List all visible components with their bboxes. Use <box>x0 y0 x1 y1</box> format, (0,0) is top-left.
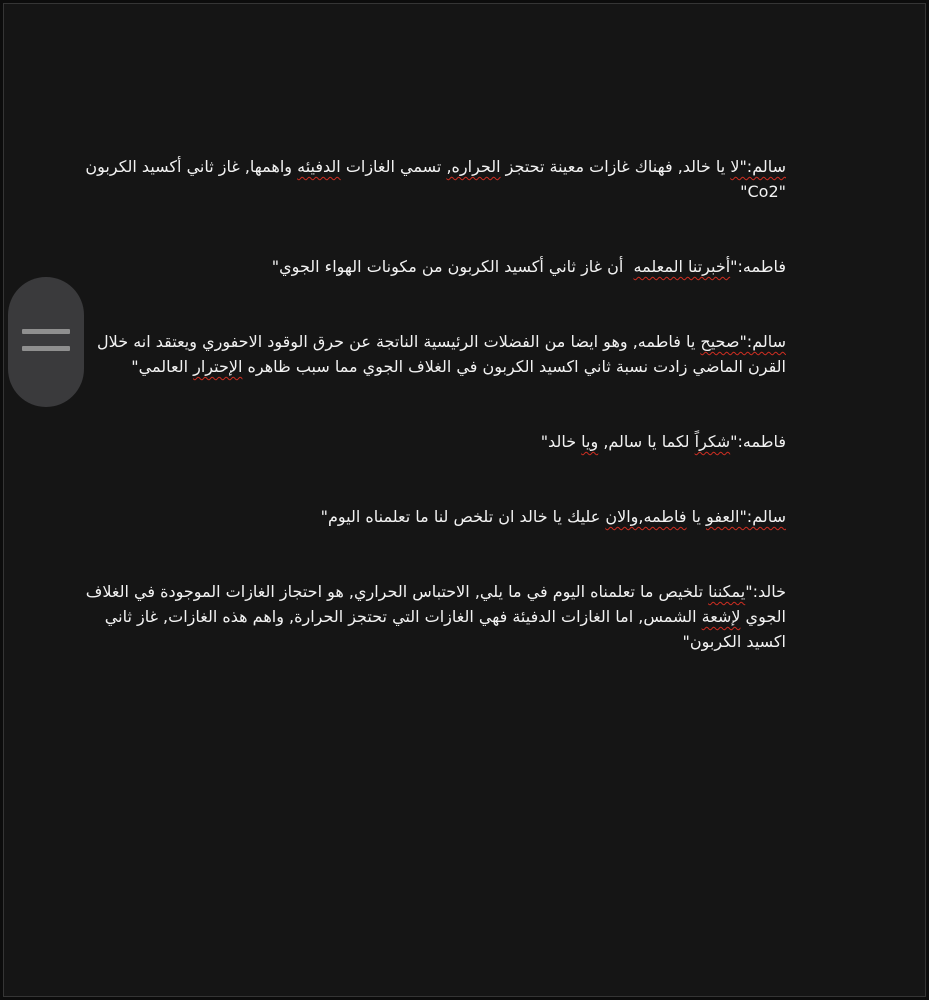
drag-handle[interactable] <box>8 277 84 407</box>
misspelled-word: فاطمه,والان <box>605 507 687 526</box>
document-text <box>85 154 786 654</box>
text-segment: أن غاز ثاني أكسيد الكربون من مكونات الهواء الجوي" <box>271 257 634 276</box>
text-segment: يا <box>686 507 707 526</box>
dialogue-paragraph <box>85 579 786 654</box>
dialogue-paragraph <box>94 329 786 379</box>
text-segment: اكسيد الكربون" <box>682 632 786 651</box>
text-segment: يا فاطمه, وهو ايضا من الفضلات الرئيسية الناتجة عن حرق الوقود الاحفوري ويعتقد انه خلال <box>97 332 701 351</box>
text-segment: فاطمه:" <box>730 432 786 451</box>
text-segment: خالد:" <box>745 582 786 601</box>
text-segment: "Co2" <box>740 182 786 201</box>
text-line <box>94 604 786 629</box>
misspelled-word: أخبرتنا المعلمه <box>633 257 731 276</box>
misspelled-word: لإشعة <box>701 607 741 626</box>
text-line <box>94 429 786 454</box>
text-segment: تلخيص ما تعلمناه اليوم في ما يلي, الاحتباس الحراري, هو احتجاز الغازات الموجودة في الغلاف <box>85 582 709 601</box>
misspelled-word: سالم:"صحيح <box>700 332 786 351</box>
text-line <box>85 579 786 604</box>
dialogue-paragraph <box>94 429 786 454</box>
text-segment: فاطمه:" <box>730 257 786 276</box>
misspelled-word: سالم:"لا <box>730 157 786 176</box>
text-line <box>94 629 786 654</box>
text-segment: خالد" <box>540 432 582 451</box>
dialogue-paragraph <box>94 504 786 529</box>
text-segment: يا خالد, فهناك غازات معينة تحتجز <box>500 157 731 176</box>
text-segment: واهمها, غاز ثاني أكسيد الكربون <box>85 157 298 176</box>
text-line <box>94 354 786 379</box>
text-segment: لكما يا سالم, <box>598 432 695 451</box>
misspelled-word: شكراً <box>694 432 731 451</box>
handle-bar-icon <box>22 346 70 351</box>
document-canvas[interactable] <box>3 3 926 997</box>
misspelled-word: الحراره, <box>446 157 501 176</box>
text-segment: القرن الماضي زادت نسبة ثاني اكسيد الكربون في الغلاف الجوي مما سبب ظاهره <box>242 357 786 376</box>
misspelled-word: ويا <box>581 432 599 451</box>
misspelled-word: الإحترار <box>193 357 243 376</box>
text-line <box>85 154 786 179</box>
dialogue-paragraph <box>85 154 786 204</box>
misspelled-word: يمكننا <box>708 582 746 601</box>
text-line <box>94 254 786 279</box>
dialogue-paragraph <box>94 254 786 279</box>
text-segment: العالمي" <box>131 357 194 376</box>
text-segment: تسمي الغازات <box>340 157 447 176</box>
text-segment: الشمس, اما الغازات الدفيئة فهي الغازات التي تحتجز الحرارة, واهم هذه الغازات, غاز ثاني <box>104 607 702 626</box>
text-line <box>94 504 786 529</box>
misspelled-word: سالم:"العفو <box>706 507 786 526</box>
misspelled-word: الدفيئه <box>297 157 341 176</box>
text-segment: عليك يا خالد ان تلخص لنا ما تعلمناه اليوم" <box>320 507 606 526</box>
text-segment: الجوي <box>740 607 786 626</box>
handle-bar-icon <box>22 329 70 334</box>
text-line <box>94 179 786 204</box>
text-line <box>94 329 786 354</box>
